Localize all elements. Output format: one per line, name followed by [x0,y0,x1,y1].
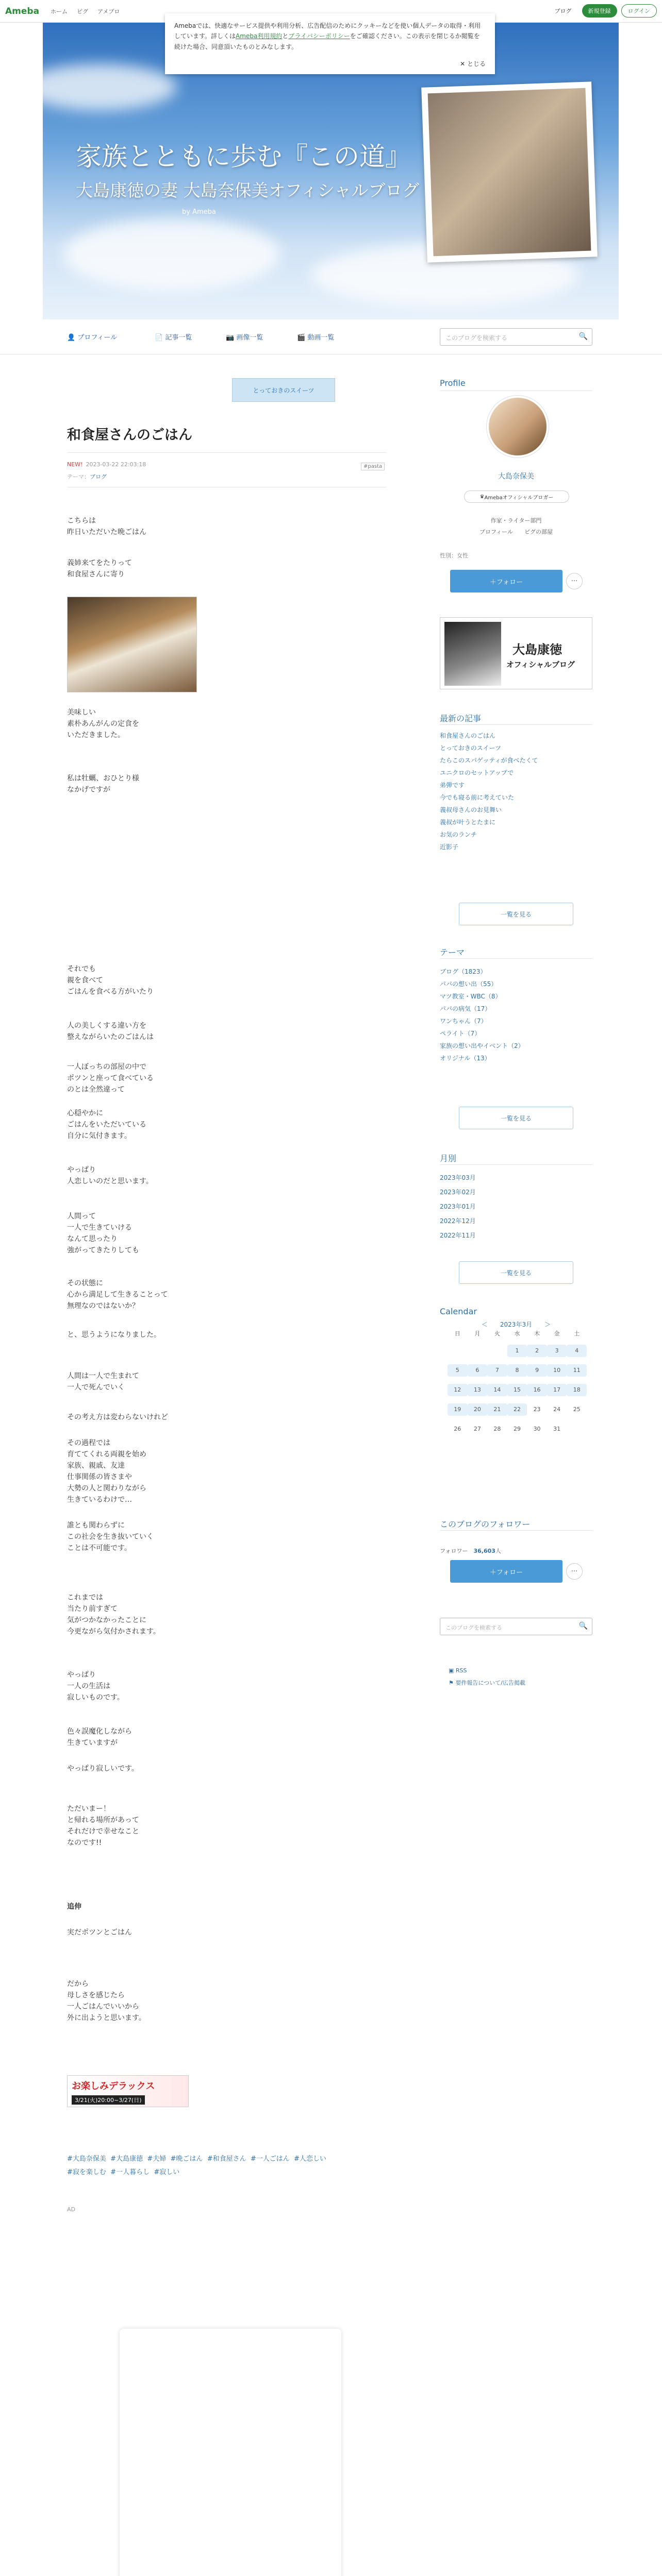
calendar-heading: Calendar [440,1307,477,1316]
paragraph: 追伸 [67,1903,81,1911]
nav-videos-label: 動画一覧 [307,334,335,342]
new-badge: NEW! [67,461,83,468]
paragraph: 心穏やかに ごはんをいただいている 自分に気付きます。 [67,1109,146,1140]
paragraph: その考え方は変わらないけれど [67,1413,168,1421]
calendar-day[interactable]: 15 [507,1384,527,1396]
header-photo [421,81,598,262]
hashtag-link[interactable]: #一人ごはん [250,2155,290,2163]
cookie-tail: をご確認ください。この表示を閉じるか閲覧を続けた場合、同意頂いたものとみなします。 [174,32,480,50]
banner-title: お楽しみデラックス [72,2081,155,2092]
followers-count[interactable] [440,1547,501,1555]
calendar-day[interactable]: 11 [567,1364,587,1377]
theme-list-button[interactable]: 一覧を見る [459,1107,573,1129]
nav-articles[interactable] [155,332,192,342]
profile-links[interactable]: プロフィール ピグの部屋 [479,529,553,535]
paragraph: それでも 親を食べて ごはんを食べる方がいたり [67,965,154,996]
theme-link[interactable]: ブログ（1823） [440,968,487,975]
signup-button[interactable]: 新規登録 [582,4,617,18]
divider [67,452,387,453]
rss-icon: ▣ [449,1667,456,1674]
theme-link[interactable]: ペライト（7） [440,1030,481,1037]
recent-post-link[interactable]: 義叔母さんのお見舞い [440,806,502,814]
calendar-day [468,1345,488,1357]
flag-icon: ⚑ [449,1680,456,1686]
weekday: 月 [474,1330,481,1337]
calendar-day[interactable]: 21 [487,1403,507,1416]
article-theme [67,472,107,481]
recent-post-link[interactable]: とっておきのスイーツ [440,744,502,752]
recent-post-link[interactable]: お気のランチ [440,831,477,838]
paragraph: 色々誤魔化しながら 生きていますが [67,1727,132,1747]
calendar-day[interactable]: 9 [527,1364,547,1377]
follow-button[interactable] [450,570,562,592]
paragraph: その過程では 育ててくれる両親を始め 家族、親戚、友達 仕事関係の皆さまや 大勢の人と関わりながら 生きているわけで… [67,1439,146,1504]
nav-images-label: 画像一覧 [236,334,263,342]
sidebar-search-input[interactable] [440,1618,592,1635]
paragraph: 人間は一人で生まれて 一人で死んでいく [67,1372,139,1392]
monthly-list [440,1171,476,1243]
followers-heading: このブログのフォロワー [440,1519,531,1529]
search-placeholder: このブログを検索する [445,1624,502,1631]
nav-videos[interactable] [297,332,334,342]
nav-ameblo[interactable]: アメブロ [97,8,120,15]
ad-label: AD [67,2206,75,2213]
banner-name: 大島康徳 [512,642,562,657]
recent-post-link[interactable]: 弟弾です [440,782,465,789]
food-photo[interactable] [67,597,197,692]
nav-profile-label: プロフィール [77,334,118,342]
weekday: 金 [554,1330,560,1337]
recent-posts-heading: 最新の記事 [440,714,482,723]
cookie-notice [165,13,495,74]
theme-button[interactable]: とっておきのスイーツ [232,378,335,402]
profile-avatar[interactable] [487,396,549,457]
theme-list [440,965,524,1064]
month-link[interactable]: 2023年03月 [440,1174,476,1181]
article-title[interactable]: 和食屋さんのごはん [67,427,192,443]
theme-heading: テーマ [440,947,465,957]
rss-link[interactable] [449,1667,467,1674]
report-label: 要件報告について/広告掲載 [455,1680,525,1686]
calendar-day[interactable]: 6 [468,1364,488,1377]
privacy-link[interactable]: プライバシーポリシー [288,32,350,40]
document-icon: 📄 [155,334,166,342]
paragraph: 一人ぼっちの部屋の中で ポツンと座って食べている のとは全然違って [67,1063,154,1094]
camera-icon: 📷 [226,334,237,342]
calendar-day[interactable]: 20 [468,1403,488,1416]
recent-post-link[interactable]: 今でも寝る前に考えていた [440,794,515,801]
month-link[interactable]: 2022年11月 [440,1232,476,1239]
login-button[interactable]: ログイン [621,4,657,18]
calendar-day[interactable]: 2 [527,1345,547,1357]
promo-banner[interactable] [67,2075,189,2107]
calendar-day [448,1345,468,1357]
calendar-day[interactable]: 10 [547,1364,567,1377]
official-badge [464,490,569,503]
ad-frame[interactable] [120,2329,341,2576]
followers-label: フォロワー [440,1548,468,1554]
paragraph: 美味しい 素朴あんがんの定食を いただきました。 [67,708,139,739]
close-icon: ✕ [460,60,467,67]
profile-heading: Profile [440,378,466,388]
nav-profile[interactable] [67,332,117,342]
divider [440,1530,592,1531]
recent-post-link[interactable]: ユニクロのセットアップで [440,769,514,776]
theme-link[interactable]: ワンちゃん（7） [440,1018,487,1025]
divider [440,724,592,725]
person-icon: 👤 [67,334,78,342]
theme-link[interactable]: パパの想い出（55） [440,980,498,988]
calendar-day[interactable]: 8 [507,1364,527,1377]
banner-dates: 3/21(火)20:00~3/27(日) [72,2095,145,2105]
hashtag-link[interactable]: #晩ごはん [170,2155,203,2163]
recent-post-link[interactable]: たらこのスパゲッティが食べたくて [440,757,538,764]
calendar-day: 23 [533,1406,541,1413]
calendar-day [487,1345,507,1357]
weekday: 火 [494,1330,500,1337]
calendar-day: 26 [454,1426,461,1432]
month-link[interactable]: 2023年02月 [440,1189,476,1196]
crown-icon: ♛ [479,494,485,500]
weekday: 日 [454,1330,460,1337]
article-date [67,461,146,468]
theme-link[interactable]: オリジナル（13） [440,1055,491,1062]
calendar-month-nav[interactable]: ＜ 2023年3月 ＞ [481,1321,551,1328]
theme-link[interactable]: 家族の想い出やイベント（2） [440,1042,524,1049]
calendar-day[interactable]: 16 [527,1384,547,1396]
paragraph: 人間って 一人で生きていける なんて思ったり 強がってきたりしても [67,1212,139,1255]
plus-icon: ＋ [489,578,496,586]
hashtag-link[interactable]: #夫婦 [147,2155,167,2163]
month-link[interactable]: 2023年01月 [440,1203,476,1210]
blog-start-link[interactable]: ブログ [554,8,572,14]
official-blog-banner[interactable] [440,617,592,689]
paragraph: 私は牡蠣、おひとり様 なかげですが [67,774,139,794]
calendar-day: 27 [473,1426,481,1432]
report-link[interactable] [449,1679,525,1687]
blog-by: by Ameba [182,208,216,216]
paragraph: やっぱり寂しいです。 [67,1765,139,1773]
video-icon: 🎬 [297,334,308,342]
plus-icon: ＋ [489,1568,496,1577]
cookie-mid: と [282,32,289,40]
calendar-day[interactable]: 17 [547,1384,567,1396]
calendar-day[interactable]: 22 [507,1403,527,1416]
calendar-day[interactable]: 19 [448,1403,468,1416]
calendar-grid [448,1329,587,1435]
calendar-day: 30 [533,1426,541,1432]
date-text: 2023-03-22 22:03:18 [86,461,146,468]
divider [440,1164,592,1165]
paragraph: やっぱり 一人の生活は 寂しいものです。 [67,1671,124,1702]
paragraph: その状態に 心から満足して生きることって 無理なのではないか？ [67,1279,168,1310]
hashtag-link[interactable]: #大島康徳 [110,2155,143,2163]
theme-link[interactable]: パパの病気（17） [440,1005,491,1012]
paragraph: だから 母しさを感じたら 一人ごはんでいいから 外に出ようと思います。 [67,1980,146,2022]
theme-label: テーマ： [67,473,90,480]
calendar-day: 24 [553,1406,561,1413]
cookie-text: Amebaでは、快適なサービス提供や利用分析、広告配信のためにクッキーなどを使い個人データの取得・利用しています。詳しくは [174,22,481,40]
paragraph: 実だポツンとごはん [67,1928,132,1937]
weekday: 木 [534,1330,540,1337]
terms-link[interactable]: Ameba利用規約 [236,32,283,40]
search-placeholder: このブログを検索する [445,334,508,342]
followers-unit: 人 [495,1548,501,1554]
cookie-close-label: とじる [467,60,486,67]
calendar-day: 29 [513,1426,521,1432]
calendar-day[interactable]: 4 [567,1345,587,1357]
calendar-day[interactable]: 18 [567,1384,587,1396]
profile-gender: 性別：女性 [440,552,468,559]
more-options-button-2[interactable]: ··· [566,1563,583,1580]
calendar-day[interactable]: 13 [468,1384,488,1396]
month-link[interactable]: 2022年12月 [440,1217,476,1225]
nav-articles-label: 記事一覧 [165,334,192,342]
more-options-button[interactable]: ··· [566,573,583,589]
rss-label: RSS [455,1667,467,1674]
calendar-day[interactable]: 1 [507,1345,527,1357]
paragraph: やっぱり 人恋しいのだと思います。 [67,1166,153,1185]
monthly-list-button[interactable]: 一覧を見る [459,1261,573,1284]
recent-post-link[interactable]: 義叔が叶うとたまに [440,819,496,826]
nav-pigg[interactable]: ピグ [77,8,89,15]
recent-post-link[interactable]: 和食屋さんのごはん [440,732,496,739]
hashtag-link[interactable]: #一人暮らし [110,2168,150,2176]
paragraph: ただいまー！ と帰れる場所があって それだけで幸せなこと なのです!! [67,1805,139,1847]
profile-name[interactable]: 大島奈保美 [498,472,534,481]
hashtag-link[interactable]: #人恋しい [294,2155,326,2163]
profile-category[interactable]: 作家・ライター部門 [490,517,542,524]
followers-number: 36,603 [473,1548,495,1554]
banner-photo [444,622,501,686]
calendar-day[interactable]: 7 [487,1364,507,1377]
follow-button-2[interactable] [450,1560,562,1583]
follow-label: フォロー [496,1568,523,1577]
banner-sub: オフィシャルブログ [506,660,575,669]
divider [440,958,592,959]
theme-link[interactable]: ブログ [90,473,107,480]
paragraph: 誰とも関わらずに この社会を生き抜いていく ことは不可能です。 [67,1521,154,1552]
weekday: 水 [514,1330,520,1337]
paragraph: これまでは 当たり前すぎて 気がつかなかったことに 今更ながら気付かされます。 [67,1594,160,1636]
blog-title: 家族とともに歩む『この道』 [76,142,411,172]
calendar-day: 31 [553,1426,561,1432]
ameba-logo[interactable]: Ameba [5,6,40,16]
recent-posts-list [440,730,538,853]
weekday: 土 [574,1330,580,1337]
blog-subtitle: 大島康徳の妻 大島奈保美オフィシャルブログ [76,180,420,200]
calendar-day[interactable]: 5 [448,1364,468,1377]
blog-search-input[interactable] [440,328,592,346]
calendar-day[interactable]: 12 [448,1384,468,1396]
search-icon[interactable]: 🔍 [578,1622,588,1630]
hashtag-link[interactable]: #寂しい [154,2168,180,2176]
monthly-heading: 月別 [440,1154,457,1163]
calendar-day: 28 [493,1426,501,1432]
paragraph: 義姉来てをたりって 和食屋さんに寄り [67,559,132,579]
hashtag-link[interactable]: #寂を楽しむ [67,2168,106,2176]
calendar-day[interactable]: 3 [547,1345,567,1357]
follow-label: フォロー [496,578,523,586]
nav-home[interactable]: ホーム [51,8,68,15]
calendar-day[interactable]: 14 [487,1384,507,1396]
paragraph: と、思うようになりました。 [67,1331,161,1339]
paragraph: こちらは 昨日いただいた晩ごはん [67,517,146,536]
calendar-day: 25 [573,1406,581,1413]
hashtag-link[interactable]: #和食屋さん [207,2155,246,2163]
paragraph: 人の美しくする違い方を 整えながらいたのごはんは [67,1022,154,1041]
theme-link[interactable]: マツ教室・WBC（8） [440,993,502,1000]
hashtag-list [67,2153,387,2179]
nav-images[interactable] [226,332,263,342]
recent-list-button[interactable]: 一覧を見る [459,903,573,925]
search-icon[interactable]: 🔍 [578,332,588,341]
calendar-day [567,1423,587,1435]
recent-post-link[interactable]: 近影子 [440,843,459,851]
official-label: Amebaオフィシャルブロガー [484,495,554,501]
cookie-close-button[interactable] [460,59,486,69]
hashtag-badge[interactable]: #pasta [361,463,385,470]
hashtag-link[interactable]: #大島奈保美 [67,2155,106,2163]
